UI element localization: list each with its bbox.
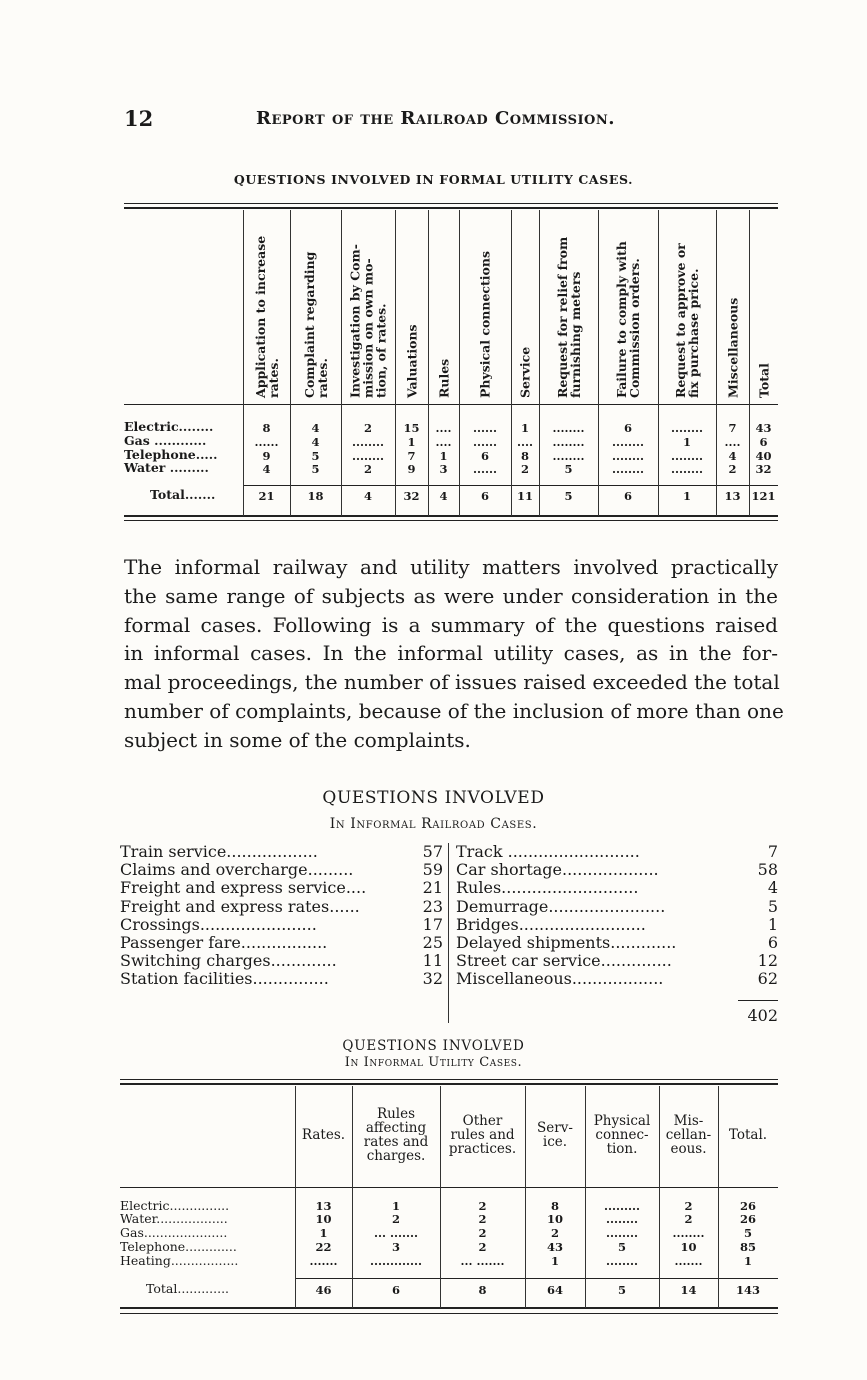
utility-cell: 26 xyxy=(739,1199,756,1213)
utility-column-header: Mis- cellan- eous. xyxy=(665,1113,712,1157)
utility-cell: 2 xyxy=(478,1226,487,1240)
utility-column-header: Rates. xyxy=(301,1127,346,1143)
formal-cell: 7 xyxy=(728,421,737,435)
formal-cell: 9 xyxy=(407,462,416,476)
railroad-item-label: Delayed shipments............. xyxy=(456,933,677,952)
utility-cell: 26 xyxy=(739,1212,756,1226)
utility-total-cell: 5 xyxy=(617,1283,626,1297)
utility-cell: ........ xyxy=(605,1254,639,1268)
formal-cell: 43 xyxy=(755,421,772,435)
railroad-item-value: 11 xyxy=(422,951,443,971)
formal-cell: 2 xyxy=(363,462,372,476)
formal-total-cell: 11 xyxy=(516,489,533,503)
railroad-item-label: Street car service.............. xyxy=(456,951,672,971)
page-number: 12 xyxy=(124,106,154,131)
formal-cell: 4 xyxy=(262,462,271,476)
utility-cell: ... ....... xyxy=(460,1254,505,1268)
formal-row-label: Water ......... xyxy=(124,460,209,475)
railroad-item-value: 1 xyxy=(767,914,778,934)
formal-cell: 6 xyxy=(759,435,768,449)
railroad-total: 402 xyxy=(747,1006,778,1025)
formal-cell: 1 xyxy=(439,449,448,463)
paragraph-line: the same range of subjects as were under consideration in the xyxy=(124,583,778,608)
railroad-item-value: 21 xyxy=(422,878,443,898)
railroad-item-value: 12 xyxy=(757,951,778,971)
utility-total-cell: 6 xyxy=(391,1283,400,1297)
utility-column-header: Physical connec- tion. xyxy=(593,1113,651,1157)
railroad-item-value: 59 xyxy=(422,860,443,880)
utility-cell: ......... xyxy=(603,1199,641,1213)
utility-total-cell: 143 xyxy=(735,1283,760,1297)
utility-cell: ....... xyxy=(309,1254,338,1268)
formal-cell: 5 xyxy=(311,462,320,476)
formal-column-header: Investigation by Com- mission on own mo- tion, of rates. xyxy=(347,244,389,398)
formal-column-header: Service xyxy=(517,346,533,398)
formal-cell: 5 xyxy=(311,449,320,463)
railroad-item-value: 5 xyxy=(767,896,778,916)
formal-cell: .... xyxy=(516,435,533,449)
formal-cell: 4 xyxy=(728,449,737,463)
formal-cell: 8 xyxy=(262,421,271,435)
utility-total-cell: 8 xyxy=(478,1283,487,1297)
railroad-item-label: Crossings....................... xyxy=(120,914,317,934)
formal-cell: ........ xyxy=(611,462,645,476)
formal-table-title: QUESTIONS INVOLVED IN FORMAL UTILITY CASES. xyxy=(233,172,634,187)
utility-column-header: Rules affecting rates and charges. xyxy=(363,1106,429,1164)
utility-cell: 2 xyxy=(684,1212,693,1226)
utility-cell: 3 xyxy=(391,1240,400,1254)
formal-cell: 1 xyxy=(407,435,416,449)
utility-cell: 2 xyxy=(478,1212,487,1226)
utility-cell: ........ xyxy=(605,1212,639,1226)
running-head: Report of the Railroad Commission. xyxy=(256,108,616,129)
utility-cell: ....... xyxy=(674,1254,703,1268)
utility-cell: 5 xyxy=(617,1240,626,1254)
formal-column-header: Request for relief from furnishing meters xyxy=(554,236,583,398)
formal-cell: .... xyxy=(435,421,452,435)
formal-cell: 9 xyxy=(262,449,271,463)
formal-cell: 6 xyxy=(480,449,489,463)
utility-column-header: Total. xyxy=(728,1127,768,1143)
formal-cell: ........ xyxy=(670,462,704,476)
railroad-item-value: 7 xyxy=(767,842,778,861)
formal-cell: ...... xyxy=(472,435,498,449)
formal-cell: ........ xyxy=(611,449,645,463)
formal-total-cell: 32 xyxy=(403,489,420,503)
utility-cell: ........ xyxy=(672,1226,705,1240)
utility-cell: 13 xyxy=(315,1199,332,1213)
formal-cell: 2 xyxy=(520,462,529,476)
railroad-item-label: Claims and overcharge......... xyxy=(120,860,354,880)
utility-total-cell: 14 xyxy=(680,1283,697,1297)
formal-cell: 7 xyxy=(407,449,416,463)
utility-table-title: QUESTIONS INVOLVED xyxy=(342,1038,525,1054)
railroad-item-value: 4 xyxy=(767,878,778,898)
formal-column-header: Failure to comply with Commission orders. xyxy=(614,241,642,398)
formal-total-cell: 1 xyxy=(682,489,691,503)
formal-cell: ...... xyxy=(472,421,498,435)
formal-total-cell: 21 xyxy=(258,489,275,503)
formal-column-header: Rules xyxy=(436,358,451,398)
formal-cell: ........ xyxy=(351,449,385,463)
formal-column-header: Total xyxy=(756,363,771,398)
formal-cell: ........ xyxy=(552,421,585,435)
railroad-item-label: Station facilities............... xyxy=(120,969,329,989)
utility-total-cell: 46 xyxy=(315,1283,332,1297)
formal-cell: 2 xyxy=(728,462,737,476)
formal-column-header: Miscellaneous xyxy=(725,297,740,398)
paragraph-line: number of complaints, because of the inclusion of more than one xyxy=(124,698,784,723)
formal-cell: ........ xyxy=(670,421,704,435)
railroad-item-value: 58 xyxy=(757,860,778,880)
formal-total-cell: 18 xyxy=(307,489,324,503)
utility-row-label: Telephone............. xyxy=(120,1239,237,1254)
formal-cell: 32 xyxy=(755,462,772,476)
formal-total-cell: 6 xyxy=(480,489,489,503)
formal-column-header: Valuations xyxy=(404,324,419,398)
formal-cell: .... xyxy=(724,435,741,449)
formal-cell: 4 xyxy=(311,421,320,435)
utility-cell: 1 xyxy=(550,1254,559,1268)
paragraph-line: in informal cases. In the informal utility cases, as in the for- xyxy=(124,641,778,666)
formal-column-header: Request to approve or fix purchase price. xyxy=(673,243,701,398)
utility-cell: 10 xyxy=(546,1212,563,1226)
formal-cell: ........ xyxy=(552,435,585,449)
railroad-item-label: Miscellaneous.................. xyxy=(456,969,664,989)
railroad-item-value: 6 xyxy=(767,933,778,952)
formal-total-cell: 4 xyxy=(363,489,372,503)
formal-total-label: Total....... xyxy=(150,487,216,502)
railroad-item-value: 17 xyxy=(422,914,443,934)
utility-cell: 22 xyxy=(315,1240,332,1254)
paragraph-line: formal cases. Following is a summary of the questions raised xyxy=(124,612,778,637)
formal-cell: ...... xyxy=(472,462,498,476)
utility-table-subtitle: In Informal Utility Cases. xyxy=(344,1055,523,1070)
formal-cell: 8 xyxy=(520,449,529,463)
utility-row-label: Electric............... xyxy=(120,1198,230,1213)
formal-cell: ...... xyxy=(254,435,279,449)
formal-cell: 40 xyxy=(755,449,772,463)
utility-cell: 2 xyxy=(478,1240,487,1254)
utility-cell: 1 xyxy=(391,1199,400,1213)
railroad-item-label: Passenger fare................. xyxy=(120,933,328,952)
railroad-item-label: Bridges......................... xyxy=(456,914,646,934)
utility-cell: 10 xyxy=(680,1240,697,1254)
utility-cell: ............. xyxy=(369,1254,423,1268)
railroad-item-label: Track .......................... xyxy=(456,842,640,861)
utility-cell: ... ....... xyxy=(373,1226,419,1240)
paragraph-line: subject in some of the complaints. xyxy=(124,727,471,752)
utility-cell: 2 xyxy=(550,1226,559,1240)
formal-total-cell: 4 xyxy=(439,489,448,503)
railroad-item-label: Train service.................. xyxy=(120,842,318,861)
railroad-item-label: Freight and express service.... xyxy=(120,878,367,898)
railroad-item-value: 25 xyxy=(422,933,443,952)
utility-cell: ........ xyxy=(605,1226,639,1240)
paragraph-line: mal proceedings, the number of issues raised exceeded the total xyxy=(124,670,780,695)
railroad-item-label: Demurrage....................... xyxy=(456,896,666,916)
formal-total-cell: 121 xyxy=(751,489,776,503)
formal-column-header: Application to increase rates. xyxy=(252,235,281,398)
formal-cell: ........ xyxy=(552,449,585,463)
utility-cell: 2 xyxy=(684,1199,693,1213)
formal-column-header: Physical connections xyxy=(477,250,493,398)
railroad-item-label: Freight and express rates...... xyxy=(120,896,360,916)
utility-row-label: Water.................. xyxy=(120,1211,228,1226)
utility-cell: 1 xyxy=(743,1254,752,1268)
utility-total-label: Total............. xyxy=(146,1281,230,1296)
utility-cell: 5 xyxy=(743,1226,752,1240)
utility-cell: 85 xyxy=(739,1240,756,1254)
railroad-item-label: Switching charges............. xyxy=(120,951,337,971)
railroad-list-subtitle: In Informal Railroad Cases. xyxy=(329,816,538,832)
utility-row-label: Heating................. xyxy=(120,1253,239,1268)
utility-total-cell: 64 xyxy=(546,1283,563,1297)
railroad-list-title: QUESTIONS INVOLVED xyxy=(322,788,545,808)
formal-total-cell: 6 xyxy=(623,489,632,503)
formal-cell: 1 xyxy=(682,435,691,449)
railroad-item-value: 32 xyxy=(422,969,443,989)
utility-cell: 8 xyxy=(550,1199,559,1213)
utility-column-header: Serv- ice. xyxy=(537,1120,573,1150)
railroad-item-label: Car shortage................... xyxy=(456,860,659,880)
formal-cell: 1 xyxy=(520,421,529,435)
formal-cell: ........ xyxy=(351,435,385,449)
formal-cell: ........ xyxy=(611,435,645,449)
formal-row-label: Telephone..... xyxy=(124,447,218,462)
formal-total-cell: 13 xyxy=(724,489,741,503)
utility-cell: 2 xyxy=(391,1212,400,1226)
utility-row-label: Gas..................... xyxy=(120,1225,228,1240)
utility-cell: 10 xyxy=(315,1212,332,1226)
formal-cell: 6 xyxy=(623,421,632,435)
formal-row-label: Gas ............ xyxy=(124,433,207,448)
railroad-item-value: 23 xyxy=(422,896,443,916)
formal-cell: .... xyxy=(435,435,452,449)
formal-column-header: Complaint regarding rates. xyxy=(301,251,330,398)
paragraph-line: The informal railway and utility matters involved practically xyxy=(124,555,778,579)
formal-row-label: Electric........ xyxy=(124,419,214,434)
formal-total-cell: 5 xyxy=(564,489,573,503)
summary-paragraph xyxy=(124,553,784,755)
utility-column-header: Other rules and practices. xyxy=(448,1113,517,1157)
formal-cell: 15 xyxy=(403,421,420,435)
utility-cell: 2 xyxy=(478,1199,487,1213)
formal-cell: 4 xyxy=(311,435,320,449)
formal-cell: ........ xyxy=(670,449,704,463)
railroad-item-value: 62 xyxy=(757,969,778,989)
railroad-item-label: Rules........................... xyxy=(456,878,639,898)
formal-cell: 3 xyxy=(439,462,448,476)
utility-cell: 1 xyxy=(319,1226,328,1240)
railroad-item-value: 57 xyxy=(422,842,443,861)
utility-cell: 43 xyxy=(546,1240,563,1254)
formal-cell: 5 xyxy=(564,462,573,476)
formal-cell: 2 xyxy=(363,421,372,435)
